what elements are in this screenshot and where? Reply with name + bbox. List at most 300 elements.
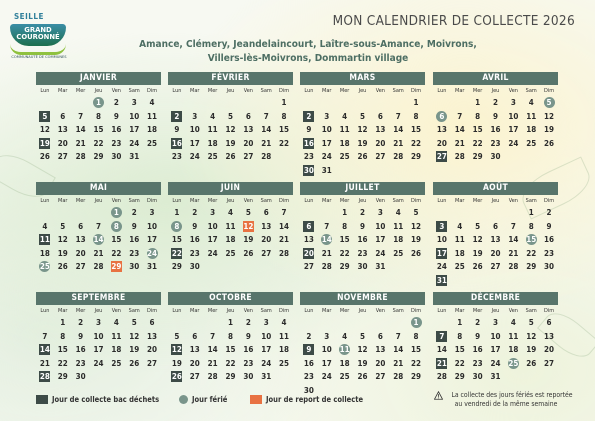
weekday-label: Ven: [111, 88, 121, 94]
day: 29: [93, 152, 104, 162]
day: 30: [111, 152, 122, 162]
weekday-label: Mar: [58, 198, 68, 204]
week-row: [433, 206, 558, 220]
day: 16: [75, 345, 86, 355]
day: 15: [225, 345, 236, 355]
collection-day: 20: [303, 248, 314, 258]
day: 6: [149, 318, 155, 328]
day: 22: [526, 248, 537, 258]
weekday-label: Mer: [207, 308, 218, 314]
weekday-label: Dim: [279, 198, 290, 204]
holiday-day: 1: [111, 207, 122, 218]
day: 3: [510, 98, 516, 108]
day: 17: [375, 235, 386, 245]
weekday-label: Lun: [40, 88, 50, 94]
day: 7: [395, 111, 401, 121]
week-row: [168, 206, 293, 220]
day: 30: [243, 372, 254, 382]
day: 11: [393, 221, 404, 231]
day: 4: [210, 111, 216, 121]
day: 10: [147, 221, 158, 231]
week-row: [168, 150, 293, 164]
holiday-day: 8: [171, 221, 182, 232]
holiday-swatch: [179, 395, 188, 404]
day: 28: [436, 372, 447, 382]
day: 1: [413, 98, 419, 108]
day: 22: [279, 138, 290, 148]
weekday-row: [300, 307, 425, 316]
day: 19: [411, 235, 422, 245]
day: 15: [411, 125, 422, 135]
day: 2: [475, 318, 481, 328]
day: 5: [475, 221, 481, 231]
weekday-label: Sam: [260, 308, 272, 314]
week-row: [300, 206, 425, 220]
day: 21: [93, 248, 104, 258]
day: 23: [303, 152, 314, 162]
weekday-label: Mer: [207, 88, 218, 94]
month-4: [36, 182, 161, 274]
day: 30: [129, 262, 140, 272]
week-row: [300, 110, 425, 124]
day: 25: [111, 358, 122, 368]
day: 11: [207, 125, 218, 135]
day: 8: [95, 111, 101, 121]
day: 21: [261, 138, 272, 148]
day: 19: [357, 138, 368, 148]
day: 28: [321, 262, 332, 272]
weekday-label: Dim: [147, 198, 158, 204]
day: 10: [261, 331, 272, 341]
day: 9: [546, 221, 552, 231]
collection-day: 14: [39, 345, 50, 355]
weekday-label: Sam: [128, 88, 140, 94]
day: 11: [225, 221, 236, 231]
logo-line1: GRAND: [24, 26, 52, 34]
day: 13: [375, 345, 386, 355]
communes-list: [92, 38, 524, 66]
weekday-label: Jeu: [491, 88, 500, 94]
day: 23: [111, 138, 122, 148]
day: 13: [243, 125, 254, 135]
day: 27: [243, 152, 254, 162]
day: 9: [245, 331, 251, 341]
day: 15: [111, 235, 122, 245]
communes-line: Amance, Clémery, Jeandelaincourt, Laître-sous-Amance, Moivrons,: [139, 39, 477, 50]
legend: [36, 391, 581, 417]
day: 26: [357, 152, 368, 162]
day: 1: [342, 208, 348, 218]
day: 10: [436, 235, 447, 245]
day: 6: [78, 221, 84, 231]
weekday-label: Mar: [190, 88, 200, 94]
day: 18: [508, 345, 519, 355]
day: 15: [57, 345, 68, 355]
weekday-label: Mar: [190, 198, 200, 204]
day: 24: [321, 372, 332, 382]
weekday-label: Ven: [375, 198, 385, 204]
day: 31: [321, 165, 332, 175]
day: 2: [192, 208, 198, 218]
week-row: [36, 220, 161, 234]
day: 21: [393, 358, 404, 368]
week-row: [36, 96, 161, 110]
weekday-label: Dim: [147, 88, 158, 94]
week-row: [300, 330, 425, 344]
week-row: [300, 220, 425, 234]
weekday-label: Mar: [322, 308, 332, 314]
week-row: [300, 137, 425, 151]
day: 21: [393, 138, 404, 148]
weekday-label: Lun: [172, 198, 182, 204]
week-row: [300, 370, 425, 384]
day: 21: [508, 248, 519, 258]
day: 25: [207, 152, 218, 162]
day: 18: [279, 345, 290, 355]
day: 4: [281, 318, 287, 328]
day: 26: [411, 248, 422, 258]
day: 25: [225, 248, 236, 258]
weekday-label: Dim: [279, 308, 290, 314]
weekday-label: Dim: [544, 308, 555, 314]
day: 18: [111, 345, 122, 355]
weekday-label: Jeu: [491, 308, 500, 314]
day: 7: [281, 208, 287, 218]
day: 18: [225, 235, 236, 245]
day: 14: [508, 235, 519, 245]
day: 13: [436, 125, 447, 135]
day: 19: [544, 125, 555, 135]
week-row: [36, 206, 161, 220]
week-row: [36, 343, 161, 357]
day: 24: [93, 358, 104, 368]
day: 17: [321, 358, 332, 368]
day: 18: [339, 138, 350, 148]
weekday-label: Jeu: [358, 198, 367, 204]
collection-day: 28: [39, 372, 50, 382]
day: 5: [131, 318, 137, 328]
day: 18: [147, 125, 158, 135]
day: 27: [57, 152, 68, 162]
week-row: [433, 150, 558, 164]
week-row: [433, 233, 558, 247]
day: 22: [225, 358, 236, 368]
legend-holiday: [179, 395, 227, 404]
day: 4: [395, 208, 401, 218]
week-row: [168, 110, 293, 124]
day: 14: [393, 125, 404, 135]
month-11: [433, 292, 558, 384]
day: 22: [93, 138, 104, 148]
holiday-day: 1: [93, 97, 104, 108]
day: 6: [192, 331, 198, 341]
collection-day: 11: [39, 235, 50, 245]
day: 5: [413, 208, 419, 218]
day: 15: [171, 235, 182, 245]
day: 26: [57, 262, 68, 272]
week-row: [433, 370, 558, 384]
week-row: [300, 247, 425, 261]
day: 20: [375, 358, 386, 368]
day: 24: [490, 358, 501, 368]
legend-note: [431, 391, 581, 409]
weekday-label: Lun: [304, 198, 314, 204]
month-header: DÉCEMBRE: [433, 292, 558, 305]
day: 31: [490, 372, 501, 382]
month-header: AOÛT: [433, 182, 558, 195]
day: 4: [113, 318, 119, 328]
weekday-label: Ven: [243, 198, 253, 204]
day: 27: [261, 248, 272, 258]
weekday-label: Mar: [455, 198, 465, 204]
day: 7: [42, 331, 48, 341]
week-row: [300, 343, 425, 357]
day: 9: [113, 111, 119, 121]
holiday-day: 15: [526, 235, 537, 245]
day: 22: [472, 138, 483, 148]
week-row: [433, 260, 558, 274]
day: 25: [147, 138, 158, 148]
communes-line: Villers-lès-Moivrons, Dommartin village: [207, 53, 409, 64]
day: 27: [303, 262, 314, 272]
weekday-label: Dim: [411, 88, 422, 94]
week-row: [433, 316, 558, 330]
day: 4: [227, 208, 233, 218]
day: 1: [60, 318, 66, 328]
collect-swatch: [36, 395, 48, 404]
day: 26: [225, 152, 236, 162]
day: 19: [472, 248, 483, 258]
day: 6: [60, 111, 66, 121]
collection-day: 7: [436, 331, 447, 342]
day: 25: [454, 262, 465, 272]
weekday-label: Jeu: [226, 88, 235, 94]
day: 31: [129, 152, 140, 162]
day: 21: [321, 248, 332, 258]
day: 18: [339, 358, 350, 368]
day: 13: [490, 235, 501, 245]
week-row: [36, 137, 161, 151]
day: 1: [174, 208, 180, 218]
logo-line2: COURONNÉ: [16, 33, 60, 41]
day: 27: [147, 358, 158, 368]
legend-holiday-label: Jour férié: [192, 395, 228, 404]
day: 25: [279, 358, 290, 368]
weekday-label: Sam: [128, 198, 140, 204]
week-row: [433, 137, 558, 151]
day: 13: [303, 235, 314, 245]
collection-day: 6: [303, 221, 314, 232]
day: 19: [243, 235, 254, 245]
weekday-label: Ven: [243, 308, 253, 314]
day: 21: [39, 358, 50, 368]
day: 14: [436, 345, 447, 355]
day: 10: [129, 111, 140, 121]
weekday-label: Mer: [339, 308, 350, 314]
weekday-label: Lun: [437, 198, 447, 204]
day: 17: [93, 345, 104, 355]
day: 23: [490, 138, 501, 148]
day: 20: [436, 138, 447, 148]
day: 22: [454, 358, 465, 368]
weekday-label: Mar: [455, 88, 465, 94]
weekday-label: Dim: [279, 88, 290, 94]
day: 20: [261, 235, 272, 245]
day: 27: [189, 372, 200, 382]
day: 6: [492, 221, 498, 231]
day: 19: [57, 248, 68, 258]
day: 30: [472, 372, 483, 382]
day: 13: [375, 125, 386, 135]
week-row: [300, 357, 425, 371]
weekday-label: Mar: [58, 308, 68, 314]
month-7: [433, 182, 558, 287]
day: 7: [210, 331, 216, 341]
day: 16: [243, 345, 254, 355]
day: 2: [306, 331, 312, 341]
day: 18: [393, 235, 404, 245]
day: 5: [359, 111, 365, 121]
weekday-label: Lun: [40, 198, 50, 204]
day: 10: [189, 125, 200, 135]
month-header: FÉVRIER: [168, 72, 293, 85]
week-row: [36, 357, 161, 371]
day: 11: [111, 331, 122, 341]
page-title: MON CALENDRIER DE COLLECTE 2026: [332, 13, 575, 29]
day: 21: [454, 138, 465, 148]
day: 8: [60, 331, 66, 341]
week-row: [168, 123, 293, 137]
day: 5: [528, 318, 534, 328]
logo: [8, 10, 70, 62]
day: 7: [263, 111, 269, 121]
day: 16: [490, 125, 501, 135]
week-row: [168, 260, 293, 274]
day: 4: [457, 221, 463, 231]
weekday-label: Jeu: [358, 308, 367, 314]
week-row: [433, 343, 558, 357]
day: 7: [457, 111, 463, 121]
day: 21: [207, 358, 218, 368]
week-row: [168, 96, 293, 110]
day: 23: [357, 248, 368, 258]
day: 13: [57, 125, 68, 135]
week-row: [36, 150, 161, 164]
day: 15: [93, 125, 104, 135]
day: 24: [207, 248, 218, 258]
day: 1: [475, 98, 481, 108]
day: 30: [303, 385, 314, 395]
week-row: [36, 330, 161, 344]
day: 23: [129, 248, 140, 258]
day: 13: [189, 345, 200, 355]
collection-day: 9: [303, 344, 314, 355]
holiday-day: 24: [147, 248, 158, 258]
week-row: [433, 220, 558, 234]
day: 14: [393, 345, 404, 355]
week-row: [36, 370, 161, 384]
weekday-label: Ven: [243, 88, 253, 94]
day: 30: [544, 262, 555, 272]
day: 23: [472, 358, 483, 368]
day: 9: [131, 221, 137, 231]
weekday-label: Lun: [172, 308, 182, 314]
weekday-label: Ven: [375, 308, 385, 314]
day: 6: [377, 111, 383, 121]
day: 30: [357, 262, 368, 272]
day: 19: [225, 138, 236, 148]
day: 5: [227, 111, 233, 121]
day: 24: [129, 138, 140, 148]
week-row: [300, 123, 425, 137]
day: 12: [57, 235, 68, 245]
weekday-label: Lun: [304, 308, 314, 314]
day: 16: [189, 235, 200, 245]
collection-day: 2: [171, 111, 182, 122]
holiday-day: 25: [508, 358, 519, 368]
holiday-day: 14: [321, 235, 332, 245]
weekday-label: Lun: [437, 88, 447, 94]
day: 17: [147, 235, 158, 245]
day: 15: [339, 235, 350, 245]
day: 8: [227, 331, 233, 341]
day: 26: [243, 248, 254, 258]
week-row: [36, 247, 161, 261]
day: 2: [113, 98, 119, 108]
day: 10: [375, 221, 386, 231]
day: 4: [342, 111, 348, 121]
week-row: [168, 247, 293, 261]
day: 29: [454, 372, 465, 382]
day: 7: [78, 111, 84, 121]
day: 12: [357, 125, 368, 135]
day: 11: [147, 111, 158, 121]
day: 8: [475, 111, 481, 121]
day: 20: [490, 248, 501, 258]
weekday-label: Mer: [472, 88, 483, 94]
week-row: [433, 110, 558, 124]
day: 30: [75, 372, 86, 382]
day: 5: [245, 208, 251, 218]
day: 17: [207, 235, 218, 245]
day: 29: [411, 372, 422, 382]
day: 3: [149, 208, 155, 218]
day: 2: [245, 318, 251, 328]
day: 8: [457, 331, 463, 341]
day: 17: [189, 138, 200, 148]
day: 8: [413, 331, 419, 341]
day: 23: [243, 358, 254, 368]
day: 13: [75, 235, 86, 245]
weekday-row: [36, 307, 161, 316]
day: 27: [375, 372, 386, 382]
day: 12: [544, 111, 555, 121]
weekday-row: [36, 197, 161, 206]
day: 13: [261, 221, 272, 231]
day: 1: [227, 318, 233, 328]
day: 28: [393, 372, 404, 382]
weekday-label: Mer: [75, 198, 86, 204]
day: 8: [342, 221, 348, 231]
day: 28: [508, 262, 519, 272]
legend-collect-label: Jour de collecte bac déchets: [52, 395, 160, 404]
day: 25: [339, 372, 350, 382]
day: 25: [339, 152, 350, 162]
day: 31: [147, 262, 158, 272]
day: 12: [225, 125, 236, 135]
weekday-label: Sam: [392, 88, 404, 94]
weekday-row: [168, 307, 293, 316]
